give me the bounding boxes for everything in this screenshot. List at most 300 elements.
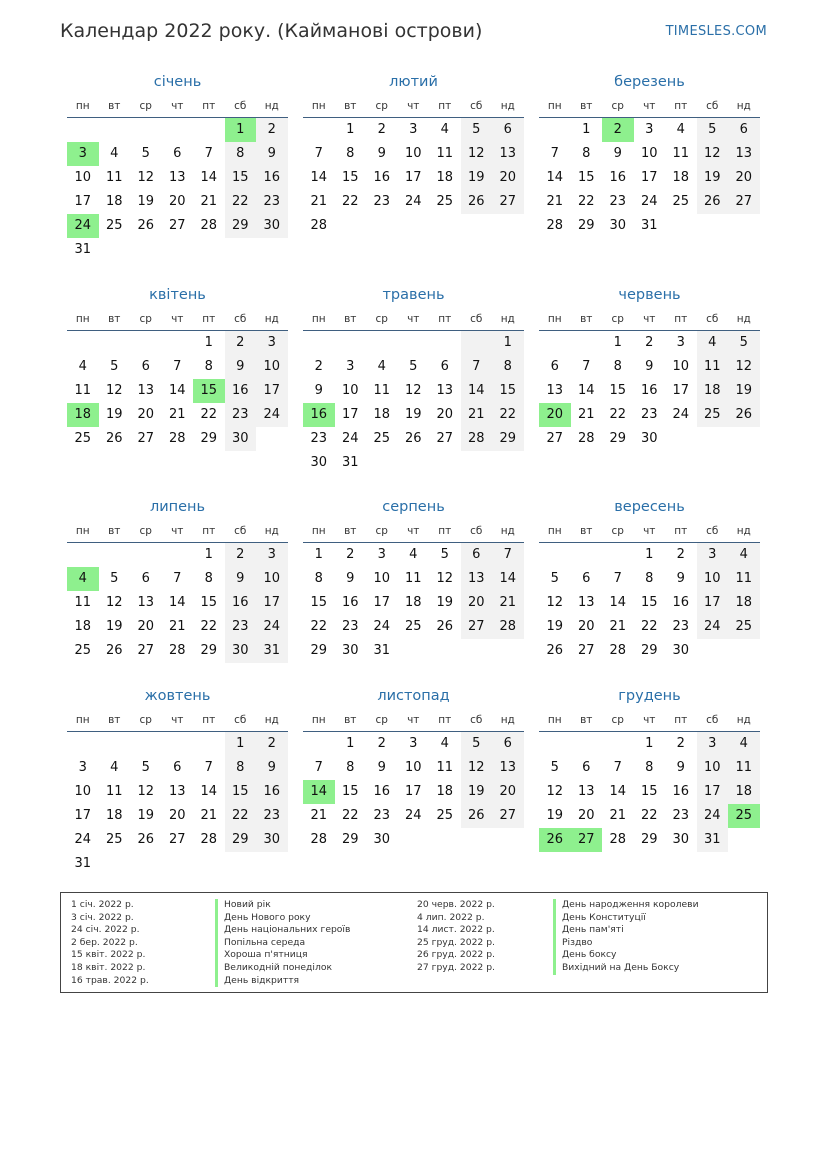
day-cell: 28 [609, 832, 627, 847]
day-cell: 8 [225, 756, 257, 780]
weekday-label: ср [139, 100, 152, 112]
day-cell: 2 [377, 736, 386, 751]
day-blank [99, 331, 131, 355]
day-cell: 4 [377, 359, 386, 374]
day-cell: 16 [225, 379, 257, 403]
holiday-name: День пам'яті [553, 924, 699, 937]
day-cell: 24 [373, 619, 391, 634]
day-cell-holiday: 26 [539, 828, 571, 852]
month-name: листопад [377, 688, 450, 704]
day-cell: 13 [168, 170, 186, 185]
day-cell: 7 [613, 760, 622, 775]
days-grid [67, 543, 288, 663]
day-cell: 29 [310, 643, 328, 658]
holiday-date: 2 бер. 2022 р. [71, 936, 138, 948]
day-cell: 7 [613, 571, 622, 586]
weekday-label: ср [611, 100, 624, 112]
day-cell: 7 [173, 359, 182, 374]
day-cell: 18 [728, 591, 760, 615]
day-cell: 1 [204, 547, 213, 562]
day-cell-holiday: 27 [571, 828, 603, 852]
month-block [67, 686, 288, 876]
day-cell: 18 [436, 170, 454, 185]
day-cell: 3 [676, 335, 685, 350]
day-cell: 10 [404, 146, 422, 161]
day-cell: 6 [550, 359, 559, 374]
day-cell: 28 [461, 427, 493, 451]
weekday-label: нд [500, 525, 515, 537]
day-blank [539, 331, 571, 355]
day-cell: 2 [225, 331, 257, 355]
day-cell: 19 [697, 166, 729, 190]
day-cell: 22 [577, 194, 595, 209]
days-grid [303, 732, 524, 852]
day-cell: 3 [697, 543, 729, 567]
day-cell: 7 [582, 359, 591, 374]
day-cell: 24 [74, 832, 92, 847]
weekday-label: ср [375, 525, 388, 537]
day-cell: 12 [436, 571, 454, 586]
day-cell: 23 [373, 808, 391, 823]
day-cell: 11 [74, 383, 92, 398]
month-block [67, 285, 288, 451]
weekday-label: вт [344, 714, 357, 726]
weekday-label: чт [407, 525, 420, 537]
day-cell: 4 [728, 732, 760, 756]
weekday-label: сб [470, 100, 483, 112]
day-cell: 29 [609, 431, 627, 446]
day-cell: 6 [492, 118, 524, 142]
weekday-label: вт [580, 100, 593, 112]
month-block [539, 285, 760, 451]
weekday-label: чт [407, 100, 420, 112]
day-cell: 2 [256, 732, 288, 756]
day-cell: 9 [314, 383, 323, 398]
day-blank [539, 543, 571, 567]
month-name: січень [153, 74, 202, 90]
day-cell: 3 [697, 732, 729, 756]
weekday-header [539, 521, 760, 543]
weekday-label: пт [202, 714, 216, 726]
weekday-label: чт [643, 313, 656, 325]
weekday-label: нд [264, 714, 279, 726]
day-cell: 28 [310, 832, 328, 847]
weekday-label: пт [202, 100, 216, 112]
day-cell: 10 [74, 170, 92, 185]
day-cell: 27 [461, 615, 493, 639]
day-cell: 12 [137, 170, 155, 185]
day-cell: 11 [697, 355, 729, 379]
weekday-label: пн [547, 714, 562, 726]
weekday-label: сб [234, 100, 247, 112]
day-cell: 19 [105, 407, 123, 422]
day-cell: 25 [105, 832, 123, 847]
day-cell: 31 [74, 242, 92, 257]
day-blank [303, 732, 335, 756]
day-blank [602, 543, 634, 567]
day-cell: 25 [436, 808, 454, 823]
day-cell: 18 [404, 595, 422, 610]
holiday-name: Хороша п'ятниця [215, 949, 350, 962]
day-cell: 1 [204, 335, 213, 350]
weekday-label: сб [706, 525, 719, 537]
day-cell: 26 [105, 431, 123, 446]
weekday-label: пт [438, 714, 452, 726]
day-cell: 9 [225, 355, 257, 379]
day-cell-holiday: 24 [67, 214, 99, 238]
day-cell: 12 [697, 142, 729, 166]
weekday-label: нд [736, 714, 751, 726]
day-cell: 21 [310, 808, 328, 823]
weekday-label: пт [438, 313, 452, 325]
day-cell: 9 [377, 760, 386, 775]
day-cell: 7 [204, 760, 213, 775]
month-block [303, 72, 524, 238]
day-cell: 10 [640, 146, 658, 161]
day-cell: 21 [200, 808, 218, 823]
day-cell: 23 [225, 403, 257, 427]
day-cell: 25 [404, 619, 422, 634]
day-cell: 15 [310, 595, 328, 610]
day-cell: 15 [640, 595, 658, 610]
day-cell: 20 [492, 166, 524, 190]
weekday-header [539, 309, 760, 331]
day-cell: 27 [492, 190, 524, 214]
weekday-label: нд [736, 525, 751, 537]
day-cell: 5 [697, 118, 729, 142]
day-cell: 14 [577, 383, 595, 398]
day-cell: 16 [373, 784, 391, 799]
day-cell: 15 [640, 784, 658, 799]
brand-link[interactable]: TIMESLES.COM [665, 24, 767, 39]
day-cell: 20 [168, 808, 186, 823]
month-name: серпень [382, 499, 445, 515]
day-cell: 29 [341, 832, 359, 847]
weekday-label: нд [264, 100, 279, 112]
day-cell: 27 [728, 190, 760, 214]
day-blank [130, 118, 162, 142]
day-cell: 19 [461, 166, 493, 190]
weekday-label: сб [706, 313, 719, 325]
weekday-label: нд [500, 313, 515, 325]
day-cell: 20 [436, 407, 454, 422]
day-cell: 25 [105, 218, 123, 233]
day-blank [539, 732, 571, 756]
day-blank [130, 331, 162, 355]
day-cell: 13 [168, 784, 186, 799]
day-cell: 12 [461, 142, 493, 166]
day-cell: 1 [645, 736, 654, 751]
day-blank [398, 331, 430, 355]
day-cell: 15 [341, 784, 359, 799]
holiday-name: Новий рік [215, 899, 350, 912]
day-cell: 30 [672, 643, 690, 658]
day-cell: 10 [404, 760, 422, 775]
day-cell: 22 [310, 619, 328, 634]
weekday-label: пт [674, 100, 688, 112]
day-cell: 25 [373, 431, 391, 446]
day-cell: 14 [200, 784, 218, 799]
day-cell: 11 [105, 170, 123, 185]
month-block [539, 72, 760, 238]
day-cell: 5 [728, 331, 760, 355]
day-cell: 3 [256, 331, 288, 355]
day-cell: 7 [461, 355, 493, 379]
day-cell: 20 [137, 407, 155, 422]
day-cell-holiday: 1 [225, 118, 257, 142]
day-cell: 1 [314, 547, 323, 562]
day-cell: 3 [409, 122, 418, 137]
day-cell: 24 [404, 194, 422, 209]
day-cell: 27 [436, 431, 454, 446]
day-cell: 21 [609, 808, 627, 823]
day-cell: 15 [200, 595, 218, 610]
day-cell: 19 [436, 595, 454, 610]
day-cell: 12 [546, 784, 564, 799]
day-cell-holiday: 25 [728, 804, 760, 828]
month-name: жовтень [144, 688, 211, 704]
month-block [67, 497, 288, 663]
day-cell: 15 [577, 170, 595, 185]
day-cell: 2 [225, 543, 257, 567]
month-block [303, 497, 524, 663]
day-cell: 11 [436, 146, 454, 161]
weekday-label: пт [202, 313, 216, 325]
day-cell: 17 [256, 591, 288, 615]
weekday-label: чт [407, 714, 420, 726]
day-cell: 4 [110, 146, 119, 161]
day-cell: 16 [256, 166, 288, 190]
day-cell: 31 [256, 639, 288, 663]
day-blank [303, 118, 335, 142]
day-blank [67, 118, 99, 142]
day-cell: 23 [256, 190, 288, 214]
days-grid [539, 543, 760, 663]
day-blank [539, 118, 571, 142]
day-cell: 21 [461, 403, 493, 427]
day-cell: 5 [409, 359, 418, 374]
day-cell: 23 [373, 194, 391, 209]
days-grid [67, 732, 288, 876]
day-cell: 10 [256, 355, 288, 379]
day-cell: 27 [577, 643, 595, 658]
day-blank [67, 732, 99, 756]
weekday-label: вт [580, 714, 593, 726]
day-cell: 20 [728, 166, 760, 190]
day-cell: 2 [377, 122, 386, 137]
day-cell: 28 [577, 431, 595, 446]
day-cell: 13 [577, 784, 595, 799]
day-cell: 1 [225, 732, 257, 756]
holiday-name: День національних героїв [215, 924, 350, 937]
holiday-names-column [215, 899, 350, 987]
day-cell: 30 [225, 427, 257, 451]
day-cell: 5 [141, 760, 150, 775]
day-blank [571, 543, 603, 567]
weekday-header [67, 521, 288, 543]
day-cell: 16 [672, 784, 690, 799]
day-cell: 11 [373, 383, 391, 398]
weekday-label: нд [500, 714, 515, 726]
holiday-name: Вихідний на День Боксу [553, 962, 699, 975]
day-cell: 20 [461, 591, 493, 615]
day-cell: 11 [728, 756, 760, 780]
day-cell: 8 [314, 571, 323, 586]
day-cell: 8 [645, 571, 654, 586]
day-cell: 23 [341, 619, 359, 634]
weekday-label: сб [234, 525, 247, 537]
days-grid [303, 331, 524, 475]
day-blank [162, 732, 194, 756]
day-cell: 16 [341, 595, 359, 610]
day-cell: 6 [582, 571, 591, 586]
day-cell: 6 [492, 732, 524, 756]
holiday-name: Різдво [553, 937, 699, 950]
days-grid [303, 118, 524, 238]
day-blank [461, 331, 493, 355]
weekday-label: ср [139, 714, 152, 726]
weekday-label: ср [611, 525, 624, 537]
day-cell: 29 [225, 828, 257, 852]
weekday-label: пн [75, 714, 90, 726]
day-cell: 17 [672, 383, 690, 398]
day-cell: 31 [341, 455, 359, 470]
day-cell: 19 [546, 619, 564, 634]
weekday-label: сб [234, 714, 247, 726]
weekday-header [67, 309, 288, 331]
holiday-date: 16 трав. 2022 р. [71, 974, 149, 986]
holiday-dates-column [71, 899, 149, 987]
day-cell: 4 [110, 760, 119, 775]
weekday-label: пт [674, 525, 688, 537]
weekday-label: вт [344, 100, 357, 112]
day-cell: 8 [582, 146, 591, 161]
day-cell: 12 [461, 756, 493, 780]
day-cell: 18 [105, 808, 123, 823]
day-cell: 19 [546, 808, 564, 823]
day-blank [130, 732, 162, 756]
weekday-header [67, 96, 288, 118]
day-cell: 26 [461, 804, 493, 828]
day-cell: 23 [609, 194, 627, 209]
holiday-date: 20 черв. 2022 р. [417, 899, 495, 910]
day-cell: 17 [74, 808, 92, 823]
day-cell: 24 [256, 403, 288, 427]
day-cell: 26 [728, 403, 760, 427]
day-cell: 3 [645, 122, 654, 137]
day-cell-holiday: 4 [67, 567, 99, 591]
day-blank [571, 732, 603, 756]
day-cell: 14 [609, 595, 627, 610]
day-cell: 16 [609, 170, 627, 185]
day-cell: 7 [314, 760, 323, 775]
weekday-header [303, 710, 524, 732]
day-cell: 20 [577, 619, 595, 634]
day-cell: 25 [697, 403, 729, 427]
holiday-name: День відкриття [215, 975, 350, 988]
day-cell: 16 [225, 591, 257, 615]
day-cell: 9 [377, 146, 386, 161]
holiday-name: Великодній понеділок [215, 962, 350, 975]
days-grid [303, 543, 524, 663]
weekday-label: нд [736, 100, 751, 112]
holiday-name: День Нового року [215, 912, 350, 925]
day-cell: 27 [492, 804, 524, 828]
day-cell: 6 [173, 146, 182, 161]
day-cell: 7 [492, 543, 524, 567]
day-cell: 12 [728, 355, 760, 379]
weekday-label: вт [580, 525, 593, 537]
day-blank [335, 331, 367, 355]
day-cell: 14 [200, 170, 218, 185]
weekday-label: пт [438, 100, 452, 112]
weekday-label: нд [736, 313, 751, 325]
day-cell: 8 [204, 359, 213, 374]
day-cell: 19 [728, 379, 760, 403]
day-cell: 12 [546, 595, 564, 610]
day-cell: 16 [373, 170, 391, 185]
day-cell: 15 [225, 166, 257, 190]
day-cell: 26 [461, 190, 493, 214]
day-cell: 27 [168, 832, 186, 847]
day-cell: 12 [137, 784, 155, 799]
weekday-label: ср [611, 313, 624, 325]
day-cell: 8 [645, 760, 654, 775]
day-cell: 23 [672, 619, 690, 634]
day-cell: 5 [550, 571, 559, 586]
day-cell: 13 [492, 142, 524, 166]
day-cell: 11 [404, 571, 422, 586]
day-cell: 13 [577, 595, 595, 610]
day-cell: 28 [310, 218, 328, 233]
weekday-label: нд [264, 313, 279, 325]
weekday-label: пн [75, 313, 90, 325]
day-cell: 29 [225, 214, 257, 238]
day-cell: 26 [436, 619, 454, 634]
weekday-label: чт [643, 525, 656, 537]
weekday-label: ср [139, 525, 152, 537]
day-cell: 25 [74, 431, 92, 446]
day-cell: 4 [697, 331, 729, 355]
day-cell: 20 [137, 619, 155, 634]
day-cell: 11 [672, 146, 690, 161]
day-cell: 18 [373, 407, 391, 422]
day-cell: 4 [728, 543, 760, 567]
weekday-label: сб [470, 714, 483, 726]
day-cell: 8 [346, 760, 355, 775]
weekday-label: ср [139, 313, 152, 325]
day-cell: 24 [672, 407, 690, 422]
weekday-label: сб [706, 714, 719, 726]
day-cell: 19 [137, 808, 155, 823]
day-cell: 17 [404, 170, 422, 185]
day-cell: 12 [404, 383, 422, 398]
day-cell: 13 [461, 567, 493, 591]
day-cell: 22 [640, 619, 658, 634]
day-cell: 11 [728, 567, 760, 591]
weekday-label: пн [547, 313, 562, 325]
day-cell: 6 [582, 760, 591, 775]
day-cell: 28 [200, 218, 218, 233]
day-cell: 10 [341, 383, 359, 398]
day-cell: 14 [609, 784, 627, 799]
day-cell: 23 [310, 431, 328, 446]
weekday-label: вт [108, 714, 121, 726]
day-cell: 30 [225, 639, 257, 663]
day-cell: 28 [168, 643, 186, 658]
holiday-dates-column [417, 899, 495, 975]
holiday-date: 24 січ. 2022 р. [71, 924, 140, 936]
